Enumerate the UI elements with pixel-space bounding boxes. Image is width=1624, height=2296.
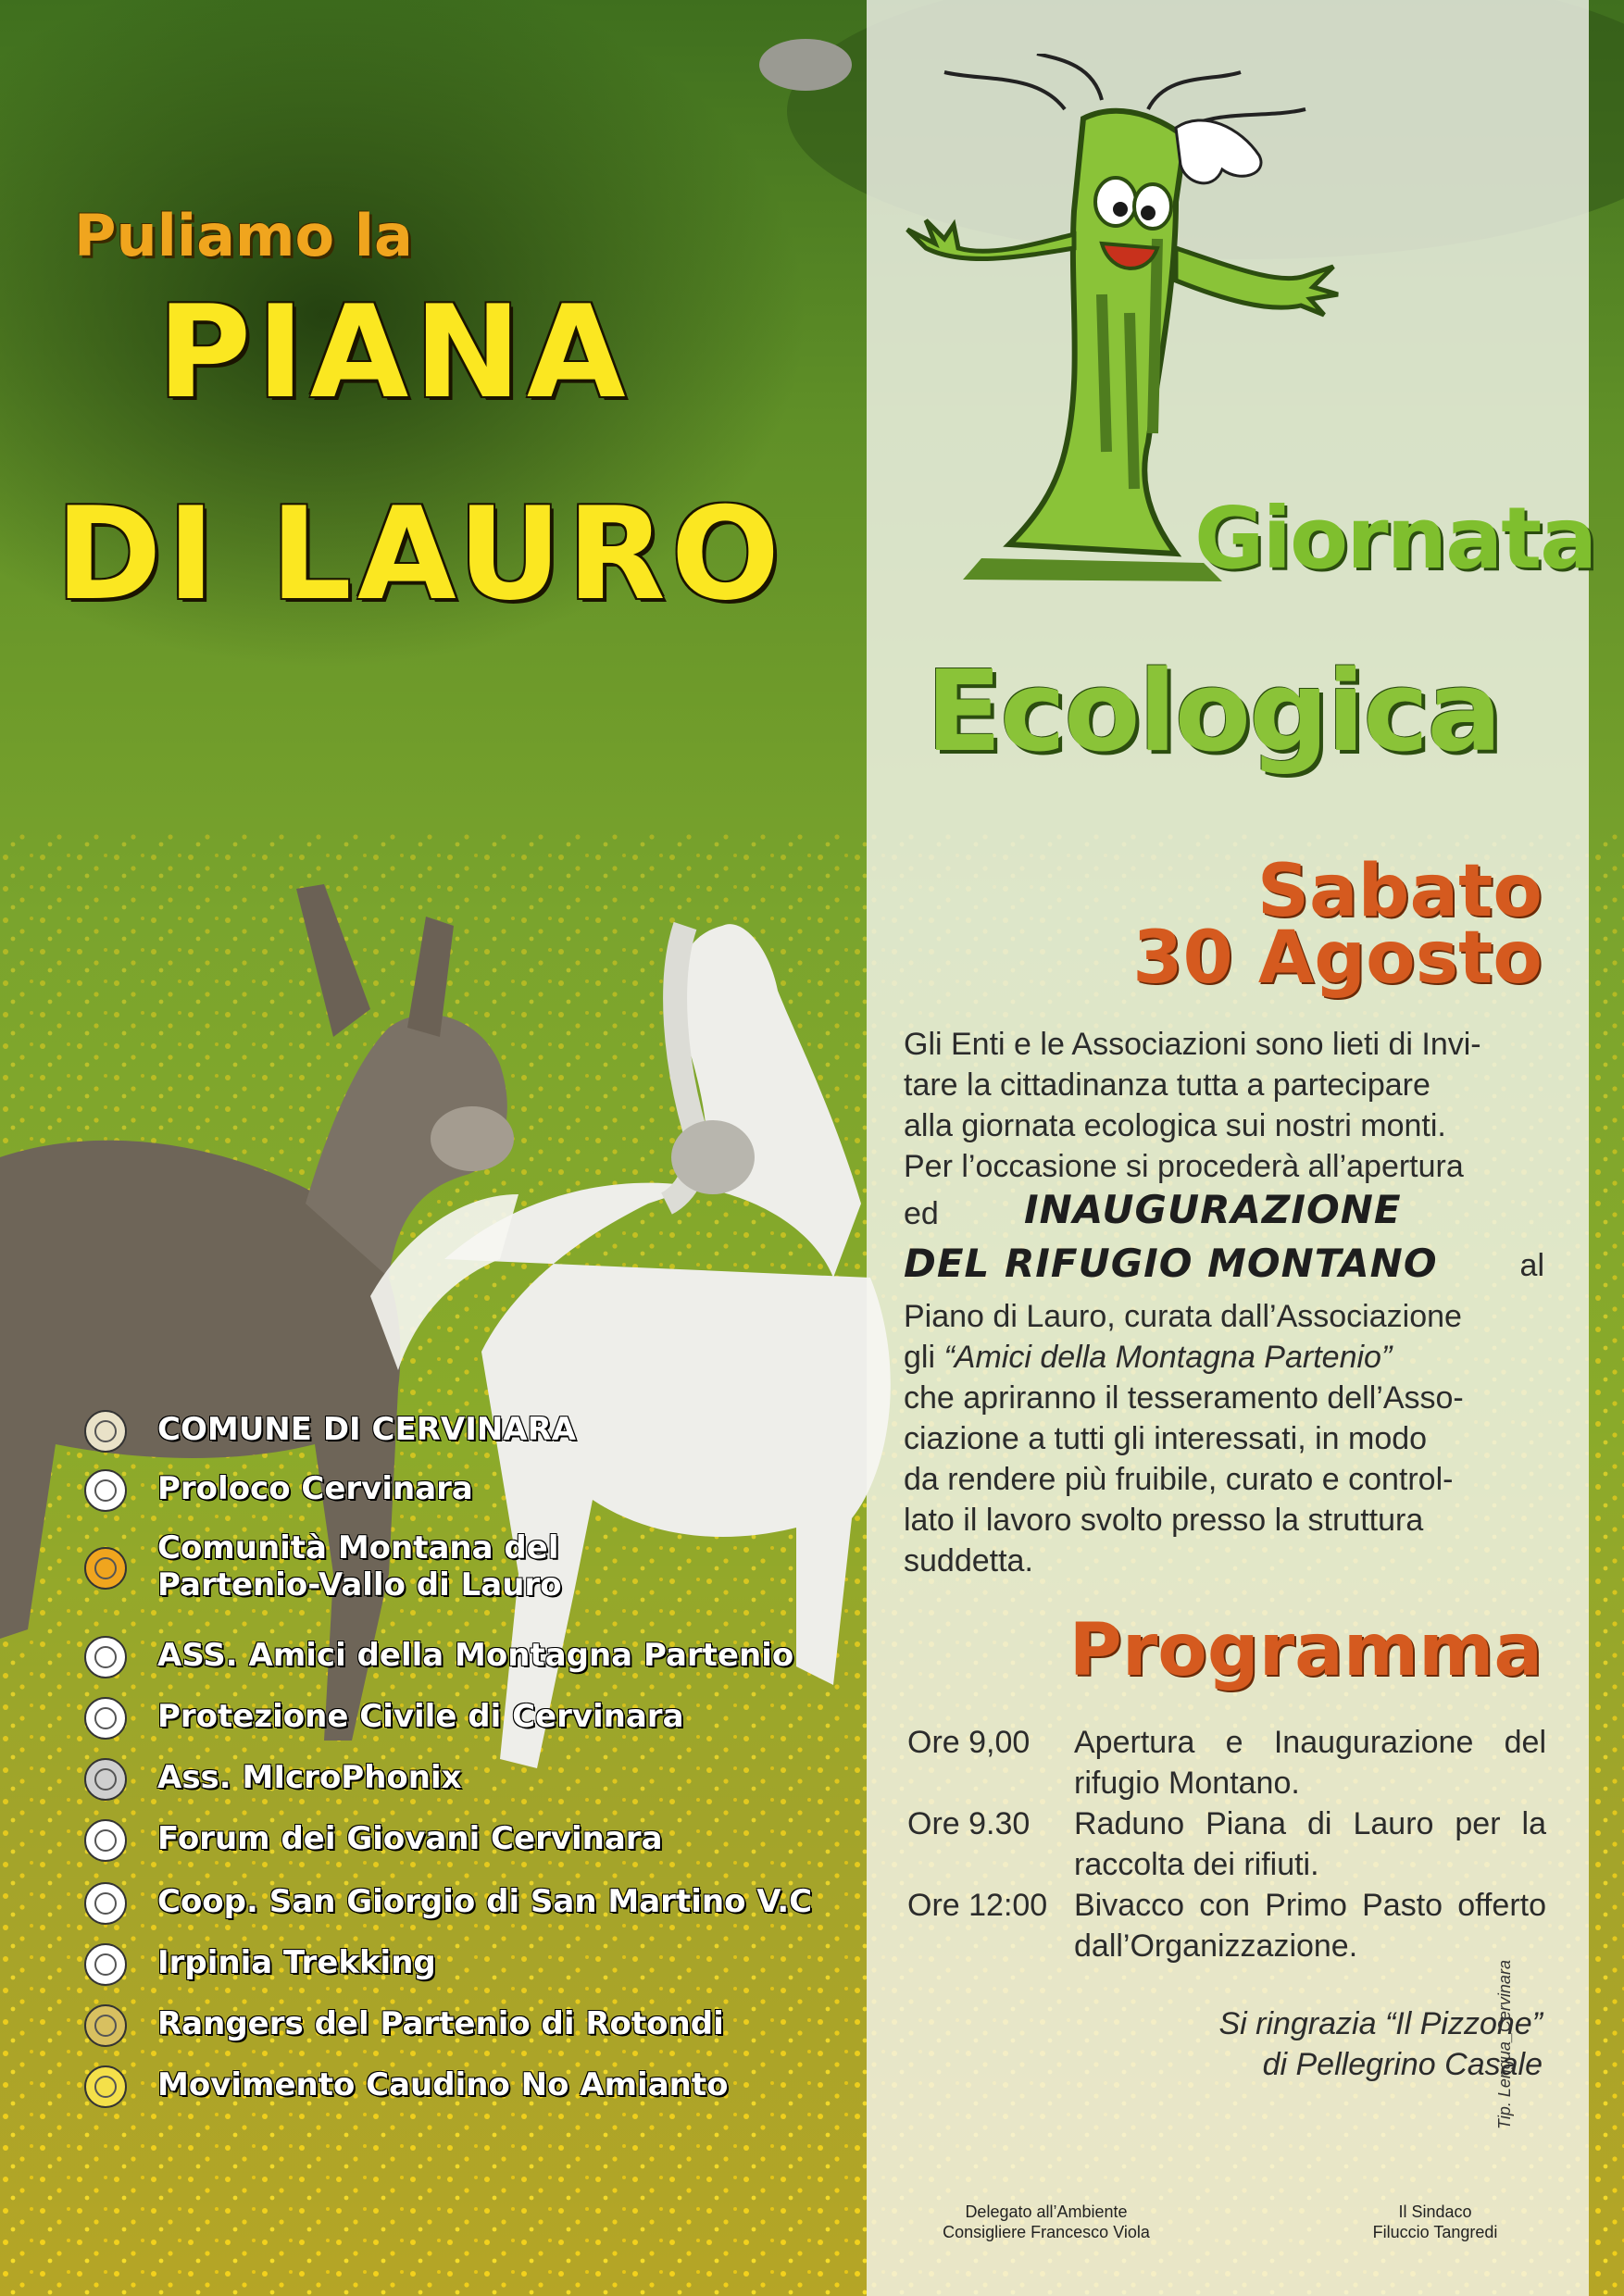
programma-time: Ore 12:00 bbox=[907, 1888, 1048, 1923]
sponsor-label bbox=[157, 1820, 663, 1857]
event-date: 30 Agosto bbox=[1132, 917, 1543, 1000]
sponsor-label bbox=[157, 1698, 684, 1735]
sponsor-item bbox=[72, 1755, 868, 1803]
coop-logo-icon bbox=[72, 1879, 143, 1928]
no-amianto-logo-icon bbox=[72, 2063, 143, 2111]
thanks-line: Si ringrazia “Il Pizzone” bbox=[1218, 2006, 1543, 2041]
description-line: lato il lavoro svolto presso la struttura bbox=[904, 1503, 1424, 1538]
signature-role: Il Sindaco bbox=[1398, 2202, 1472, 2221]
description-line: ciazione a tutti gli interessati, in modo bbox=[904, 1421, 1428, 1456]
signature-role: Delegato all’Ambiente bbox=[965, 2202, 1128, 2221]
programma-time: Ore 9.30 bbox=[907, 1806, 1031, 1841]
al-word: al bbox=[1519, 1248, 1544, 1283]
sponsor-item bbox=[72, 1466, 868, 1515]
signature-mayor bbox=[1333, 2202, 1537, 2242]
signature-name: Consigliere Francesco Viola bbox=[943, 2223, 1150, 2241]
microphonix-logo-icon bbox=[72, 1755, 143, 1803]
ed-word: ed bbox=[904, 1196, 939, 1231]
sponsor-label bbox=[157, 1529, 562, 1603]
intro-text bbox=[904, 1024, 1544, 1187]
headline-intro: Puliamo la bbox=[74, 202, 413, 269]
rangers-badge-icon bbox=[72, 2002, 143, 2050]
sponsor-item bbox=[72, 2002, 868, 2050]
association-name: “Amici della Montagna Partenio” bbox=[943, 1340, 1393, 1375]
programma-desc: Raduno Piana di Lauro per la raccolta dei rifiuti. bbox=[1074, 1806, 1546, 1882]
civil-protection-icon bbox=[72, 1694, 143, 1742]
description-text bbox=[904, 1296, 1544, 1581]
description-line: Piano di Lauro, curata dall’Associazione bbox=[904, 1299, 1462, 1334]
programma-desc: Bivacco con Primo Pasto offerto dall’Organizzazione. bbox=[1074, 1888, 1546, 1964]
event-day: Sabato bbox=[1256, 850, 1543, 933]
sponsor-label-line: Movimento Caudino No Amianto bbox=[157, 2066, 729, 2103]
trekking-seal-icon bbox=[72, 1940, 143, 1989]
sponsor-label-line: Protezione Civile di Cervinara bbox=[157, 1698, 684, 1735]
description-line bbox=[904, 1337, 1544, 1378]
programma-item bbox=[907, 1885, 1546, 1968]
sponsor-label bbox=[157, 2005, 724, 2042]
forum-seal-icon bbox=[72, 1816, 143, 1865]
refuge-heading: DEL RIFUGIO MONTANO bbox=[904, 1241, 1438, 1286]
programma-item bbox=[907, 1803, 1546, 1887]
sponsor-label bbox=[157, 1470, 473, 1507]
sponsor-label-line: ASS. Amici della Montagna Partenio bbox=[157, 1637, 794, 1674]
logo-ecologica: Ecologica bbox=[926, 648, 1501, 777]
sponsor-label-line: Irpinia Trekking bbox=[157, 1944, 436, 1981]
headline-title-line1: PIANA bbox=[157, 278, 631, 427]
inauguration-line bbox=[904, 1187, 1544, 1233]
sponsor-item bbox=[72, 1940, 868, 1989]
deer-icon bbox=[72, 1633, 143, 1681]
sponsor-label-line: Partenio-Vallo di Lauro bbox=[157, 1566, 562, 1603]
headline-title-line2: DI LAURO bbox=[56, 480, 786, 629]
sponsor-label-line: Comunità Montana del bbox=[157, 1529, 559, 1566]
sponsor-label bbox=[157, 1944, 436, 1981]
logo-giornata: Giornata bbox=[1194, 489, 1596, 588]
intro-line: Gli Enti e le Associazioni sono lieti di Invi- bbox=[904, 1027, 1481, 1062]
programma-time: Ore 9,00 bbox=[907, 1725, 1031, 1760]
intro-line: alla giornata ecologica sui nostri monti. bbox=[904, 1108, 1446, 1143]
sponsor-item bbox=[72, 1816, 868, 1865]
programma-item bbox=[907, 1722, 1546, 1805]
signature-delegate bbox=[917, 2202, 1176, 2242]
sponsor-label bbox=[157, 2066, 728, 2103]
proloco-seal-icon bbox=[72, 1466, 143, 1515]
sponsor-label-line: Proloco Cervinara bbox=[157, 1470, 473, 1507]
description-line: che apriranno il tesseramento dell’Asso- bbox=[904, 1380, 1464, 1416]
sponsor-item bbox=[72, 1407, 868, 1455]
intro-line: tare la cittadinanza tutta a partecipare bbox=[904, 1067, 1430, 1103]
sponsor-label bbox=[157, 1411, 576, 1448]
programma-title: Programma bbox=[1068, 1609, 1543, 1692]
printer-credit: Tip. Lengua_Cervinara bbox=[1495, 1960, 1514, 2129]
sponsor-label bbox=[157, 1883, 812, 1920]
description-line: da rendere più fruibile, curato e control- bbox=[904, 1462, 1454, 1497]
sponsor-item bbox=[72, 1879, 868, 1928]
sponsor-label-line: Rangers del Partenio di Rotondi bbox=[157, 2005, 724, 2042]
sponsor-label-line: COMUNE DI CERVINARA bbox=[157, 1411, 577, 1448]
coat-of-arms-icon bbox=[72, 1407, 143, 1455]
programma-desc: Apertura e Inaugurazione del rifugio Montano. bbox=[1074, 1725, 1546, 1801]
sponsor-label-line: Ass. MIcroPhonix bbox=[157, 1759, 462, 1796]
sponsor-item bbox=[72, 1633, 868, 1681]
thanks-line: di Pellegrino Casale bbox=[1262, 2047, 1543, 2082]
sponsor-label-line: Coop. San Giorgio di San Martino V.C bbox=[157, 1883, 813, 1920]
sponsor-item bbox=[72, 1529, 868, 1603]
description-prefix: gli bbox=[904, 1340, 936, 1375]
inauguration-heading: INAUGURAZIONE bbox=[1024, 1187, 1402, 1232]
sponsor-item bbox=[72, 1694, 868, 1742]
sponsor-item bbox=[72, 2063, 868, 2111]
sponsor-label bbox=[157, 1759, 462, 1796]
refuge-line bbox=[904, 1241, 1544, 1291]
description-line: suddetta. bbox=[904, 1543, 1033, 1578]
sponsor-label bbox=[157, 1637, 793, 1674]
intro-line: Per l’occasione si procederà all’apertura bbox=[904, 1149, 1464, 1184]
signature-name: Filuccio Tangredi bbox=[1372, 2223, 1498, 2241]
comunita-montana-logo-icon bbox=[72, 1544, 143, 1592]
sponsor-label-line: Forum dei Giovani Cervinara bbox=[157, 1820, 663, 1857]
